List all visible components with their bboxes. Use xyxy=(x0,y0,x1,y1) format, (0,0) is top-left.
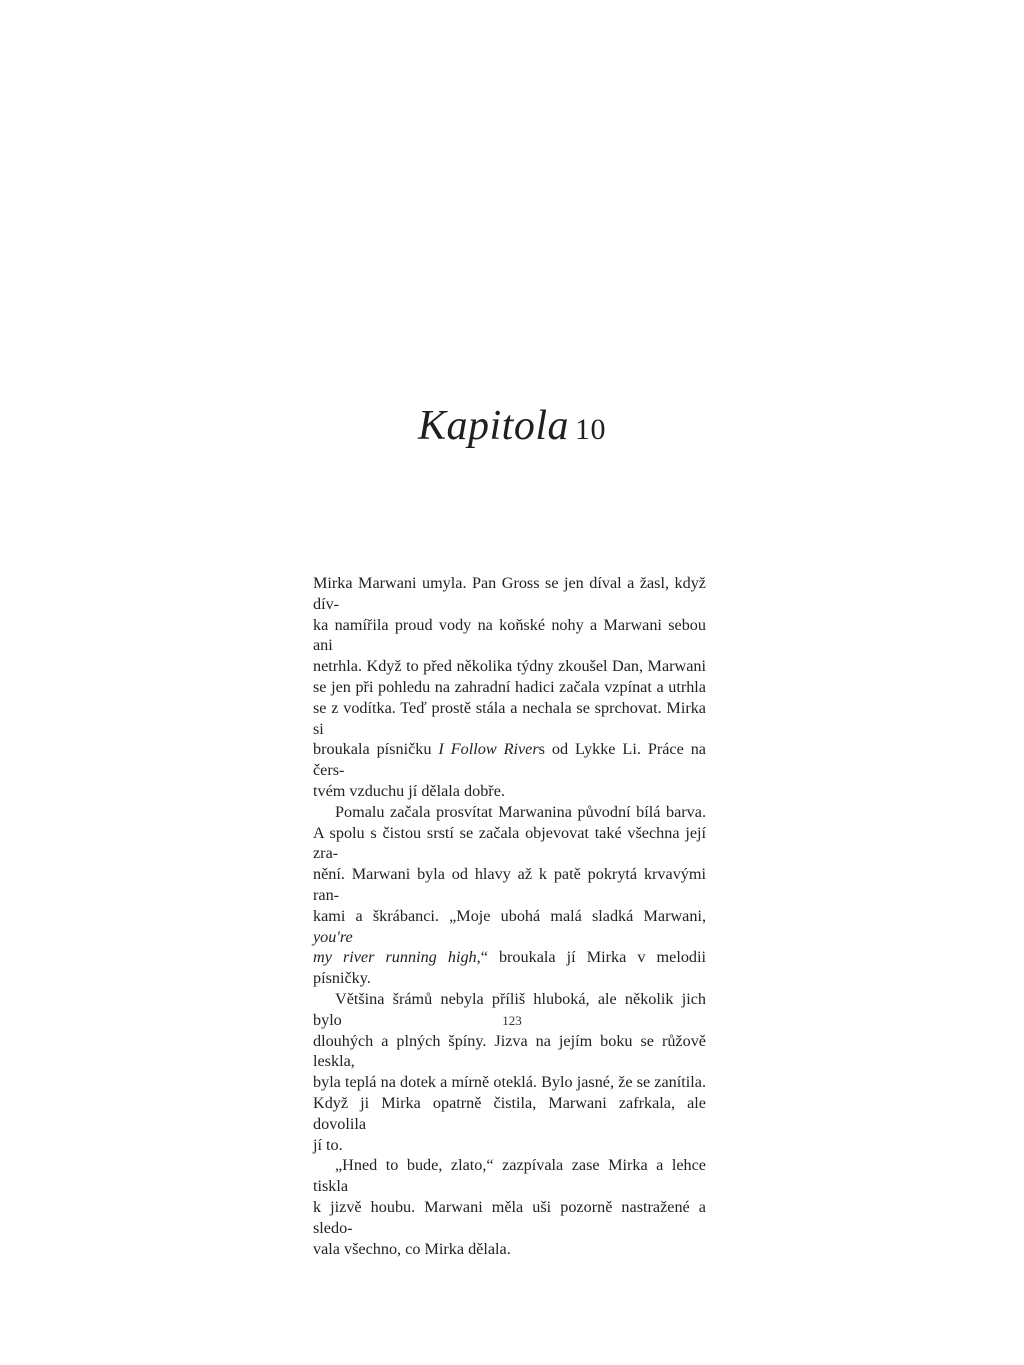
text-segment: kami a škrábanci. „Moje ubohá malá sladká Marwani, xyxy=(313,906,706,925)
paragraph-4 xyxy=(313,1155,706,1259)
text-line: netrhla. Když to před několika týdny zkoušel Dan, Marwani xyxy=(313,657,706,676)
text-line: Když ji Mirka opatrně čistila, Marwani zafrkala, ale dovolila xyxy=(313,1093,706,1133)
text-segment: broukala písničku xyxy=(313,740,439,759)
text-line: se z vodítka. Teď prostě stála a nechala se sprchovat. Mirka si xyxy=(313,698,706,738)
chapter-number: 10 xyxy=(575,413,607,446)
text-line: Mirka Marwani umyla. Pan Gross se jen díval a žasl, když dív- xyxy=(313,574,706,613)
text-segment: s od Lykke Li. Práce na čers- xyxy=(313,740,706,780)
text-line xyxy=(313,906,706,948)
song-title: I Follow River xyxy=(438,740,539,759)
chapter-title xyxy=(0,402,1024,450)
text-line xyxy=(313,739,706,781)
text-line: jí to. xyxy=(313,1135,343,1154)
paragraph-2 xyxy=(313,802,706,989)
text-line: nění. Marwani byla od hlavy až k patě pokrytá krvavými ran- xyxy=(313,865,706,904)
text-line: ka namířila proud vody na koňské nohy a Marwani sebou ani xyxy=(313,615,706,655)
page-number: 123 xyxy=(502,1013,522,1028)
song-lyric: you're xyxy=(313,927,353,946)
body-text xyxy=(313,573,706,1259)
song-lyric: my river running high, xyxy=(313,948,481,967)
text-segment: “ broukala jí Mirka v melodii písničky. xyxy=(313,948,707,988)
chapter-word: Kapitola xyxy=(417,403,570,449)
text-line: A spolu s čistou srstí se začala objevovat také všechna její zra- xyxy=(313,823,706,863)
text-line: dlouhých a plných špíny. Jizva na jejím boku se růžově leskla, xyxy=(313,1031,706,1071)
text-line: tvém vzduchu jí dělala dobře. xyxy=(313,781,505,800)
text-line: „Hned to bude, zlato,“ zazpívala zase Mirka a lehce tiskla xyxy=(313,1156,706,1196)
text-line: byla teplá na dotek a mírně oteklá. Bylo jasné, že se zanítila. xyxy=(313,1073,706,1092)
text-line: Většina šrámů nebyla příliš hluboká, ale několik jich bylo xyxy=(313,989,706,1029)
text-line: se jen při pohledu na zahradní hadici začala vzpínat a utrhla xyxy=(313,677,706,696)
text-line: vala všechno, co Mirka dělala. xyxy=(313,1239,511,1258)
text-line: Pomalu začala prosvítat Marwanina původní bílá barva. xyxy=(335,802,706,821)
text-line: k jizvě houbu. Marwani měla uši pozorně nastražené a sledo- xyxy=(313,1197,706,1237)
text-line xyxy=(313,947,706,989)
paragraph-1 xyxy=(313,573,706,802)
